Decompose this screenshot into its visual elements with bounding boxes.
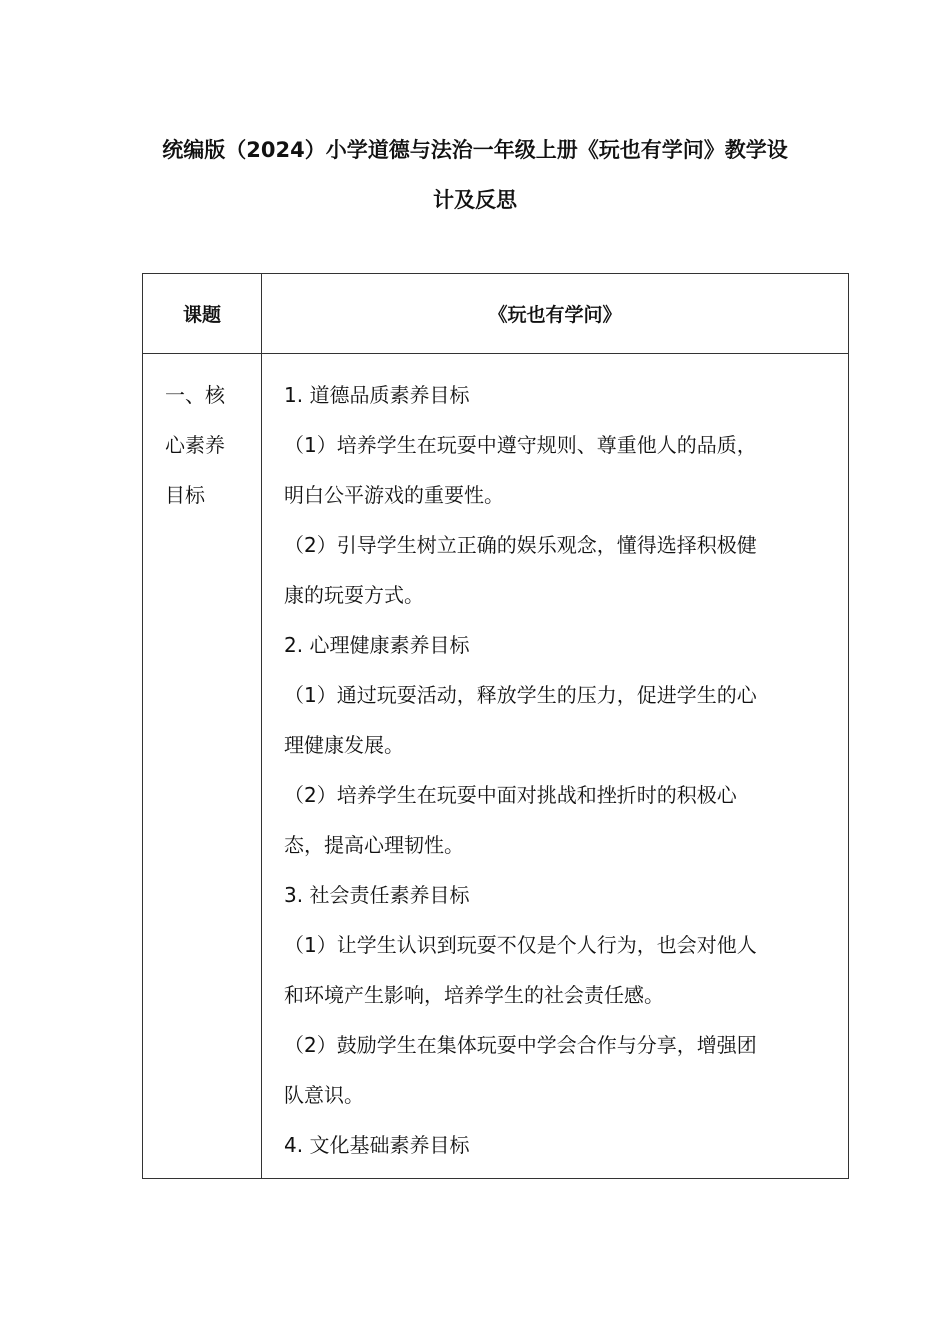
- section-heading: 1. 道德品质素养目标: [284, 383, 470, 407]
- header-label-cell: [143, 274, 261, 353]
- content-line: 明白公平游戏的重要性。: [284, 483, 504, 507]
- content-line: （2）鼓励学生在集体玩耍中学会合作与分享，增强团: [284, 1033, 757, 1057]
- core-goals-content: [284, 370, 818, 1170]
- table-column-divider: [261, 274, 262, 1178]
- document-title-line-1: 统编版（2024）小学道德与法治一年级上册《玩也有学问》教学设: [162, 138, 788, 162]
- header-value-cell: [262, 274, 848, 353]
- content-line: （1）培养学生在玩耍中遵守规则、尊重他人的品质，: [284, 433, 757, 457]
- content-line: 康的玩耍方式。: [284, 583, 424, 607]
- content-line: 态，提高心理韧性。: [284, 833, 464, 857]
- document-title-line-2: 计及反思: [433, 188, 517, 212]
- section-heading: 4. 文化基础素养目标: [284, 1133, 470, 1157]
- row-label-line: 心素养: [165, 433, 225, 457]
- row-label-line: 目标: [165, 483, 205, 507]
- header-label: 课题: [182, 304, 221, 326]
- table-row-divider: [143, 353, 848, 354]
- content-line: 队意识。: [284, 1083, 364, 1107]
- content-line: 和环境产生影响，培养学生的社会责任感。: [284, 983, 664, 1007]
- content-line: （1）通过玩耍活动，释放学生的压力，促进学生的心: [284, 683, 757, 707]
- content-line: （2）培养学生在玩耍中面对挑战和挫折时的积极心: [284, 783, 737, 807]
- section-heading: 3. 社会责任素养目标: [284, 883, 470, 907]
- section-heading: 2. 心理健康素养目标: [284, 633, 470, 657]
- row-label-core-goals: [165, 370, 243, 520]
- content-line: 理健康发展。: [284, 733, 404, 757]
- row-label-line: 一、核: [165, 383, 225, 407]
- content-line: （1）让学生认识到玩耍不仅是个人行为，也会对他人: [284, 933, 757, 957]
- lesson-plan-table: [142, 273, 849, 1179]
- lesson-title: 《玩也有学问》: [488, 304, 622, 326]
- content-line: （2）引导学生树立正确的娱乐观念，懂得选择积极健: [284, 533, 757, 557]
